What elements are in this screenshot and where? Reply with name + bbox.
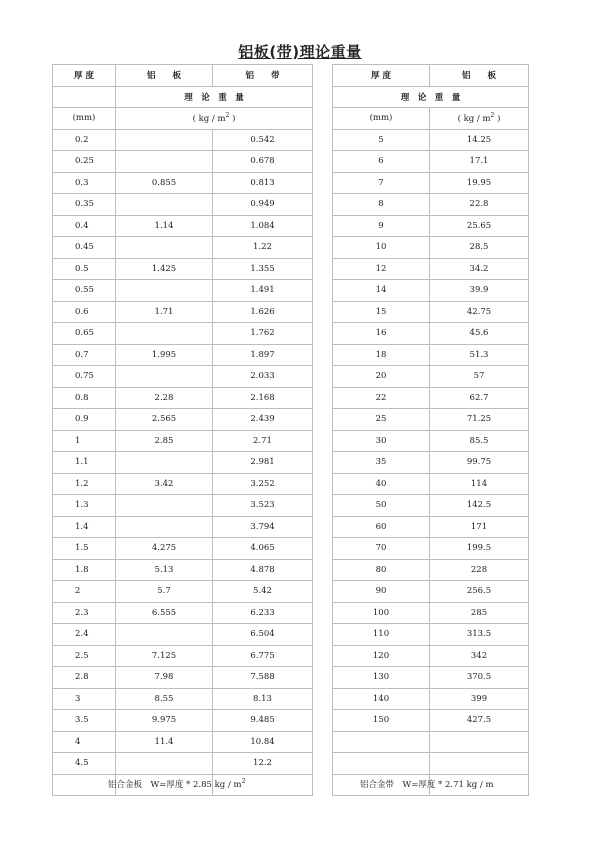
plate-weight-cell xyxy=(116,194,213,216)
thickness-cell: 12 xyxy=(333,258,430,280)
plate-weight-cell: 6.555 xyxy=(116,602,213,624)
plate-weight-cell xyxy=(116,280,213,302)
strip-weight-cell: 12.2 xyxy=(213,753,313,775)
table-row xyxy=(53,258,313,280)
thickness-cell: 50 xyxy=(333,495,430,517)
thickness-cell: 18 xyxy=(333,344,430,366)
plate-weight-cell: 71.25 xyxy=(430,409,529,431)
plate-weight-cell: 34.2 xyxy=(430,258,529,280)
unit-mm: (mm) xyxy=(333,108,430,130)
plate-weight-cell: 114 xyxy=(430,473,529,495)
table-row xyxy=(53,473,313,495)
plate-weight-cell: 2.85 xyxy=(116,430,213,452)
plate-weight-cell: 17.1 xyxy=(430,151,529,173)
strip-weight-cell: 10.84 xyxy=(213,731,313,753)
plate-weight-cell: 256.5 xyxy=(430,581,529,603)
thickness-cell: 1.2 xyxy=(53,473,116,495)
plate-weight-cell: 2.28 xyxy=(116,387,213,409)
strip-weight-cell: 1.626 xyxy=(213,301,313,323)
strip-weight-cell: 0.542 xyxy=(213,129,313,151)
thickness-cell: 1.4 xyxy=(53,516,116,538)
table-row xyxy=(53,538,313,560)
table-row xyxy=(333,495,529,517)
table-row xyxy=(53,602,313,624)
thickness-cell: 0.65 xyxy=(53,323,116,345)
thickness-cell: 0.55 xyxy=(53,280,116,302)
table-row xyxy=(53,151,313,173)
strip-weight-cell: 2.168 xyxy=(213,387,313,409)
strip-weight-cell: 3.794 xyxy=(213,516,313,538)
plate-weight-cell xyxy=(116,323,213,345)
thickness-cell: 140 xyxy=(333,688,430,710)
strip-weight-cell: 1.355 xyxy=(213,258,313,280)
strip-weight-cell: 1.491 xyxy=(213,280,313,302)
table-row xyxy=(333,323,529,345)
table-row xyxy=(53,559,313,581)
col-plate-header: 铝 板 xyxy=(116,65,213,87)
plate-weight-cell xyxy=(116,516,213,538)
header-row xyxy=(333,65,529,87)
table-row xyxy=(333,710,529,732)
table-row xyxy=(333,129,529,151)
thickness-cell: 0.7 xyxy=(53,344,116,366)
table-row xyxy=(53,409,313,431)
plate-weight-cell xyxy=(116,624,213,646)
thickness-cell: 10 xyxy=(333,237,430,259)
table-row xyxy=(333,538,529,560)
strip-weight-cell: 1.22 xyxy=(213,237,313,259)
table-row xyxy=(333,667,529,689)
table-row xyxy=(53,624,313,646)
theory-weight-header: 理 论 重 量 xyxy=(116,86,313,108)
plate-weight-cell: 8.55 xyxy=(116,688,213,710)
strip-weight-cell: 0.949 xyxy=(213,194,313,216)
strip-weight-cell: 0.813 xyxy=(213,172,313,194)
thickness-cell: 0.75 xyxy=(53,366,116,388)
plate-weight-cell xyxy=(116,129,213,151)
table-row xyxy=(333,430,529,452)
thickness-cell xyxy=(333,731,430,753)
table-row xyxy=(53,710,313,732)
plate-weight-cell xyxy=(116,495,213,517)
table-row xyxy=(333,237,529,259)
thickness-cell: 0.6 xyxy=(53,301,116,323)
strip-weight-cell: 6.504 xyxy=(213,624,313,646)
strip-weight-cell: 4.065 xyxy=(213,538,313,560)
thickness-cell: 3.5 xyxy=(53,710,116,732)
thickness-cell: 5 xyxy=(333,129,430,151)
thickness-cell: 4 xyxy=(53,731,116,753)
table-row xyxy=(333,387,529,409)
thickness-cell: 0.45 xyxy=(53,237,116,259)
table-row xyxy=(333,409,529,431)
table-row xyxy=(333,559,529,581)
strip-weight-cell: 2.981 xyxy=(213,452,313,474)
plate-weight-cell: 313.5 xyxy=(430,624,529,646)
thickness-cell: 0.35 xyxy=(53,194,116,216)
header-subrow xyxy=(53,86,313,108)
thickness-cell: 0.2 xyxy=(53,129,116,151)
table-row xyxy=(333,602,529,624)
thickness-cell: 8 xyxy=(333,194,430,216)
unit-row xyxy=(53,108,313,130)
strip-weight-cell: 8.13 xyxy=(213,688,313,710)
thickness-cell: 60 xyxy=(333,516,430,538)
table-row xyxy=(53,194,313,216)
table-row xyxy=(53,129,313,151)
thickness-cell: 100 xyxy=(333,602,430,624)
strip-weight-cell: 2.033 xyxy=(213,366,313,388)
table-row xyxy=(53,731,313,753)
right-footer-formula: 铝合金带 W=厚度 * 2.71 kg / m xyxy=(360,780,494,790)
thickness-cell: 1.1 xyxy=(53,452,116,474)
plate-weight-cell: 1.995 xyxy=(116,344,213,366)
thickness-cell: 25 xyxy=(333,409,430,431)
plate-weight-cell: 57 xyxy=(430,366,529,388)
plate-weight-cell xyxy=(116,753,213,775)
plate-weight-cell: 199.5 xyxy=(430,538,529,560)
table-row xyxy=(53,215,313,237)
table-row xyxy=(53,581,313,603)
plate-weight-cell: 11.4 xyxy=(116,731,213,753)
thickness-cell: 0.5 xyxy=(53,258,116,280)
thickness-cell: 120 xyxy=(333,645,430,667)
thickness-cell: 0.4 xyxy=(53,215,116,237)
table-row xyxy=(53,688,313,710)
thickness-cell: 3 xyxy=(53,688,116,710)
thickness-cell: 2 xyxy=(53,581,116,603)
thickness-cell: 0.25 xyxy=(53,151,116,173)
plate-weight-cell: 7.98 xyxy=(116,667,213,689)
table-row xyxy=(53,516,313,538)
thickness-cell: 150 xyxy=(333,710,430,732)
header-row xyxy=(53,65,313,87)
plate-weight-cell: 39.9 xyxy=(430,280,529,302)
thickness-cell: 0.9 xyxy=(53,409,116,431)
plate-weight-cell: 1.14 xyxy=(116,215,213,237)
plate-weight-cell xyxy=(116,151,213,173)
table-row xyxy=(53,667,313,689)
table-row xyxy=(333,473,529,495)
plate-weight-cell: 370.5 xyxy=(430,667,529,689)
plate-weight-cell: 0.855 xyxy=(116,172,213,194)
plate-weight-cell: 7.125 xyxy=(116,645,213,667)
plate-weight-cell xyxy=(430,731,529,753)
table-row xyxy=(53,280,313,302)
strip-weight-cell: 6.233 xyxy=(213,602,313,624)
table-row xyxy=(53,387,313,409)
table-row xyxy=(333,280,529,302)
strip-weight-cell: 3.252 xyxy=(213,473,313,495)
plate-weight-cell xyxy=(430,753,529,775)
strip-weight-cell: 0.678 xyxy=(213,151,313,173)
thickness-cell: 30 xyxy=(333,430,430,452)
table-row xyxy=(53,430,313,452)
plate-weight-cell: 99.75 xyxy=(430,452,529,474)
plate-weight-cell: 28.5 xyxy=(430,237,529,259)
plate-weight-cell: 62.7 xyxy=(430,387,529,409)
plate-weight-cell: 1.425 xyxy=(116,258,213,280)
table-row xyxy=(333,624,529,646)
thickness-cell: 1.8 xyxy=(53,559,116,581)
table-row xyxy=(53,452,313,474)
strip-weight-cell: 1.897 xyxy=(213,344,313,366)
strip-weight-cell: 1.084 xyxy=(213,215,313,237)
table-row xyxy=(333,452,529,474)
table-row xyxy=(333,194,529,216)
plate-weight-cell xyxy=(116,366,213,388)
col-thickness-header: 厚 度 xyxy=(333,65,430,87)
thickness-cell: 7 xyxy=(333,172,430,194)
plate-weight-cell: 342 xyxy=(430,645,529,667)
table-row xyxy=(333,688,529,710)
unit-kg: ( kg / $m^2$ ) xyxy=(116,108,313,130)
plate-weight-cell: 25.65 xyxy=(430,215,529,237)
plate-weight-cell: 5.13 xyxy=(116,559,213,581)
plate-weight-cell: 14.25 xyxy=(430,129,529,151)
strip-weight-cell: 2.439 xyxy=(213,409,313,431)
table-row xyxy=(53,237,313,259)
table-row xyxy=(333,731,529,753)
thickness-cell: 14 xyxy=(333,280,430,302)
table-row xyxy=(333,215,529,237)
thickness-cell: 9 xyxy=(333,215,430,237)
thickness-cell: 1 xyxy=(53,430,116,452)
table-row xyxy=(53,753,313,775)
strip-weight-cell: 5.42 xyxy=(213,581,313,603)
table-row xyxy=(53,344,313,366)
plate-weight-cell: 19.95 xyxy=(430,172,529,194)
plate-weight-cell: 42.75 xyxy=(430,301,529,323)
plate-weight-cell: 2.565 xyxy=(116,409,213,431)
table-row xyxy=(53,366,313,388)
plate-weight-cell: 142.5 xyxy=(430,495,529,517)
thickness-cell: 2.8 xyxy=(53,667,116,689)
table-row xyxy=(333,301,529,323)
header-subrow xyxy=(333,86,529,108)
plate-weight-cell: 45.6 xyxy=(430,323,529,345)
thickness-cell: 16 xyxy=(333,323,430,345)
plate-weight-cell: 427.5 xyxy=(430,710,529,732)
table-row xyxy=(53,172,313,194)
thickness-cell: 6 xyxy=(333,151,430,173)
table-row xyxy=(333,172,529,194)
table-row xyxy=(333,645,529,667)
plate-weight-cell: 22.8 xyxy=(430,194,529,216)
left-footer-formula: 铝合金板 W=厚度 * 2.85 kg / $m^2$ xyxy=(108,778,246,790)
thickness-cell: 35 xyxy=(333,452,430,474)
table-row xyxy=(333,366,529,388)
thickness-cell: 70 xyxy=(333,538,430,560)
table-row xyxy=(333,258,529,280)
thickness-cell: 4.5 xyxy=(53,753,116,775)
table-row xyxy=(333,151,529,173)
table-row xyxy=(333,516,529,538)
table-row xyxy=(333,344,529,366)
page-title: 铝板(带)理论重量 xyxy=(238,43,362,61)
strip-weight-cell: 7.588 xyxy=(213,667,313,689)
strip-weight-cell: 1.762 xyxy=(213,323,313,345)
col-plate-header: 铝 板 xyxy=(430,65,529,87)
left-weight-table xyxy=(52,64,313,796)
thickness-cell: 2.5 xyxy=(53,645,116,667)
plate-weight-cell xyxy=(116,237,213,259)
thickness-cell: 0.3 xyxy=(53,172,116,194)
plate-weight-cell xyxy=(116,452,213,474)
thickness-cell xyxy=(333,753,430,775)
thickness-cell: 110 xyxy=(333,624,430,646)
table-row xyxy=(53,323,313,345)
table-row xyxy=(53,495,313,517)
col-thickness-header: 厚 度 xyxy=(53,65,116,87)
unit-mm: (mm) xyxy=(53,108,116,130)
plate-weight-cell: 285 xyxy=(430,602,529,624)
strip-weight-cell: 4.878 xyxy=(213,559,313,581)
strip-weight-cell: 3.523 xyxy=(213,495,313,517)
thickness-cell: 2.4 xyxy=(53,624,116,646)
col-strip-header: 铝 带 xyxy=(213,65,313,87)
plate-weight-cell: 399 xyxy=(430,688,529,710)
plate-weight-cell: 51.3 xyxy=(430,344,529,366)
theory-weight-header: 理 论 重 量 xyxy=(333,86,529,108)
table-row xyxy=(333,753,529,775)
thickness-cell: 2.3 xyxy=(53,602,116,624)
strip-weight-cell: 6.775 xyxy=(213,645,313,667)
strip-weight-cell: 2.71 xyxy=(213,430,313,452)
thickness-cell: 90 xyxy=(333,581,430,603)
strip-weight-cell: 9.485 xyxy=(213,710,313,732)
thickness-cell: 15 xyxy=(333,301,430,323)
plate-weight-cell: 228 xyxy=(430,559,529,581)
plate-weight-cell: 5.7 xyxy=(116,581,213,603)
plate-weight-cell: 9.975 xyxy=(116,710,213,732)
thickness-cell: 22 xyxy=(333,387,430,409)
right-weight-table xyxy=(332,64,529,796)
plate-weight-cell: 171 xyxy=(430,516,529,538)
plate-weight-cell: 1.71 xyxy=(116,301,213,323)
table-row xyxy=(333,581,529,603)
unit-row xyxy=(333,108,529,130)
table-row xyxy=(53,301,313,323)
thickness-cell: 40 xyxy=(333,473,430,495)
thickness-cell: 1.5 xyxy=(53,538,116,560)
plate-weight-cell: 85.5 xyxy=(430,430,529,452)
unit-kg: ( kg / $m^2$ ) xyxy=(430,108,529,130)
thickness-cell: 80 xyxy=(333,559,430,581)
thickness-cell: 20 xyxy=(333,366,430,388)
plate-weight-cell: 3.42 xyxy=(116,473,213,495)
plate-weight-cell: 4.275 xyxy=(116,538,213,560)
table-row xyxy=(53,645,313,667)
thickness-cell: 1.3 xyxy=(53,495,116,517)
thickness-cell: 0.8 xyxy=(53,387,116,409)
thickness-cell: 130 xyxy=(333,667,430,689)
